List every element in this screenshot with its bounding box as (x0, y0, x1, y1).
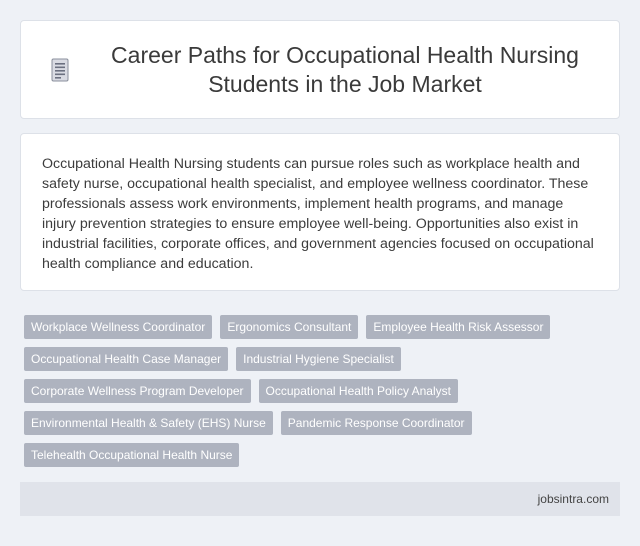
career-tag[interactable]: Workplace Wellness Coordinator (24, 315, 212, 339)
career-tag[interactable]: Corporate Wellness Program Developer (24, 379, 251, 403)
document-icon (45, 55, 75, 85)
description-text: Occupational Health Nursing students can pursue roles such as workplace health and safety nurse, occupational health specialist, and employee wellness coordinator. These professionals assess work environments, implement health programs, and manage injury prevention strategies to ensure employee well-being. Opportunities also exist in industrial facilities, corporate offices, and government agencies focused on occupational health compliance and education. (42, 156, 594, 272)
header-card (20, 20, 620, 119)
career-tag[interactable]: Pandemic Response Coordinator (281, 411, 472, 435)
footer-brand[interactable]: jobsintra.com (537, 492, 609, 506)
career-tags (24, 315, 616, 467)
page-title: Career Paths for Occupational Health Nursing Students in the Job Market (111, 41, 579, 97)
description-card (20, 133, 620, 291)
footer-bar (20, 482, 620, 516)
header-inner (45, 41, 595, 99)
career-tag[interactable]: Industrial Hygiene Specialist (236, 347, 401, 371)
career-tag[interactable]: Ergonomics Consultant (220, 315, 358, 339)
career-tag[interactable]: Employee Health Risk Assessor (366, 315, 550, 339)
career-tag[interactable]: Environmental Health & Safety (EHS) Nurse (24, 411, 273, 435)
career-tag[interactable]: Occupational Health Case Manager (24, 347, 228, 371)
career-tag[interactable]: Telehealth Occupational Health Nurse (24, 443, 239, 467)
career-tag[interactable]: Occupational Health Policy Analyst (259, 379, 458, 403)
